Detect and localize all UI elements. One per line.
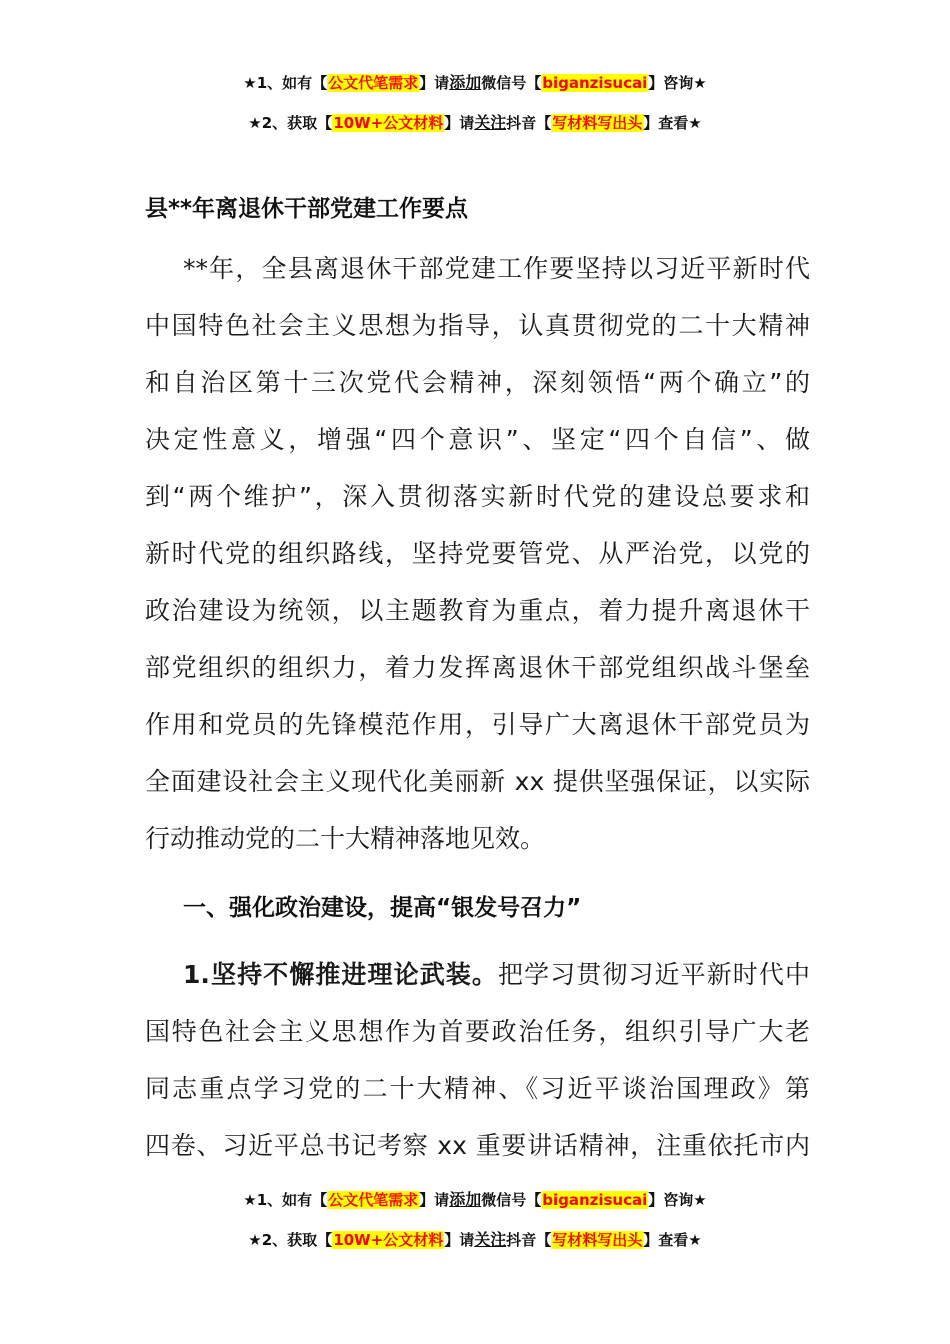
paragraph-line: 四卷、习近平总书记考察 xx 重要讲话精神，注重依托市内 [145,1131,810,1160]
promo-text: 抖音【 [506,1231,552,1249]
promo-line-bottom-2 [0,1227,950,1250]
promo-text: ★2、获取【 [248,114,333,132]
paragraph-line: **年，全县离退休干部党建工作要坚持以习近平新时代 [183,254,810,283]
promo-line-top-1 [0,70,950,93]
promo-text: 抖音【 [506,114,552,132]
promo-underline: 关注 [474,1230,507,1249]
promo-text: 】请 [444,114,475,132]
promo-highlight: 10W+公文材料 [333,1231,444,1249]
paragraph-line: 行动推动党的二十大精神落地见效。 [145,824,546,853]
paragraph-line: 部党组织的组织力，着力发挥离退休干部党组织战斗堡垒 [145,653,810,682]
item-lead: 1.坚持不懈推进理论武装。 [183,960,498,989]
promo-highlight: biganzisucai [542,74,648,92]
promo-text: ★1、如有【 [243,74,328,92]
paragraph-line: 国特色社会主义思想作为首要政治任务，组织引导广大老 [145,1017,810,1046]
promo-line-top-2 [0,110,950,133]
paragraph-line: 政治建设为统领，以主题教育为重点，着力提升离退休干 [145,596,810,625]
promo-highlight: 公文代笔需求 [328,1191,419,1209]
intro-paragraph [145,240,810,867]
promo-highlight: biganzisucai [542,1191,648,1209]
promo-text: 】请 [419,74,450,92]
paragraph-line: 决定性意义，增强“四个意识”、坚定“四个自信”、做 [145,425,810,454]
paragraph-line: 和自治区第十三次党代会精神，深刻领悟“两个确立”的 [145,368,810,397]
promo-highlight: 写材料写出头 [552,1231,643,1249]
item-paragraph [145,946,810,1174]
promo-underline: 关注 [474,113,507,132]
item-text: 把学习贯彻习近平新时代中 [497,960,810,989]
promo-text: 】咨询★ [648,74,707,92]
paragraph-line: 到“两个维护”，深入贯彻落实新时代党的建设总要求和 [145,482,810,511]
document-title: 县**年离退休干部党建工作要点 [145,196,469,222]
promo-text: 】请 [444,1231,475,1249]
promo-text: 】查看★ [643,1231,702,1249]
promo-line-bottom-1 [0,1187,950,1210]
paragraph-line: 全面建设社会主义现代化美丽新 xx 提供坚强保证，以实际 [145,767,810,796]
promo-text: 微信号【 [481,74,542,92]
promo-underline: 添加 [449,1190,482,1209]
promo-text: 】请 [419,1191,450,1209]
promo-text: ★2、获取【 [248,1231,333,1249]
promo-text: 微信号【 [481,1191,542,1209]
promo-highlight: 公文代笔需求 [328,74,419,92]
promo-text: ★1、如有【 [243,1191,328,1209]
promo-text: 】查看★ [643,114,702,132]
paragraph-line: 作用和党员的先锋模范作用，引导广大离退休干部党员为 [145,710,810,739]
paragraph-line: 新时代党的组织路线，坚持党要管党、从严治党，以党的 [145,539,810,568]
promo-underline: 添加 [449,73,482,92]
promo-highlight: 写材料写出头 [552,114,643,132]
promo-text: 】咨询★ [648,1191,707,1209]
paragraph-line: 同志重点学习党的二十大精神、《习近平谈治国理政》第 [145,1074,810,1103]
section-heading: 一、强化政治建设，提高“银发号召力” [183,895,582,921]
promo-highlight: 10W+公文材料 [333,114,444,132]
paragraph-line [145,946,810,1003]
paragraph-line: 中国特色社会主义思想为指导，认真贯彻党的二十大精神 [145,311,810,340]
